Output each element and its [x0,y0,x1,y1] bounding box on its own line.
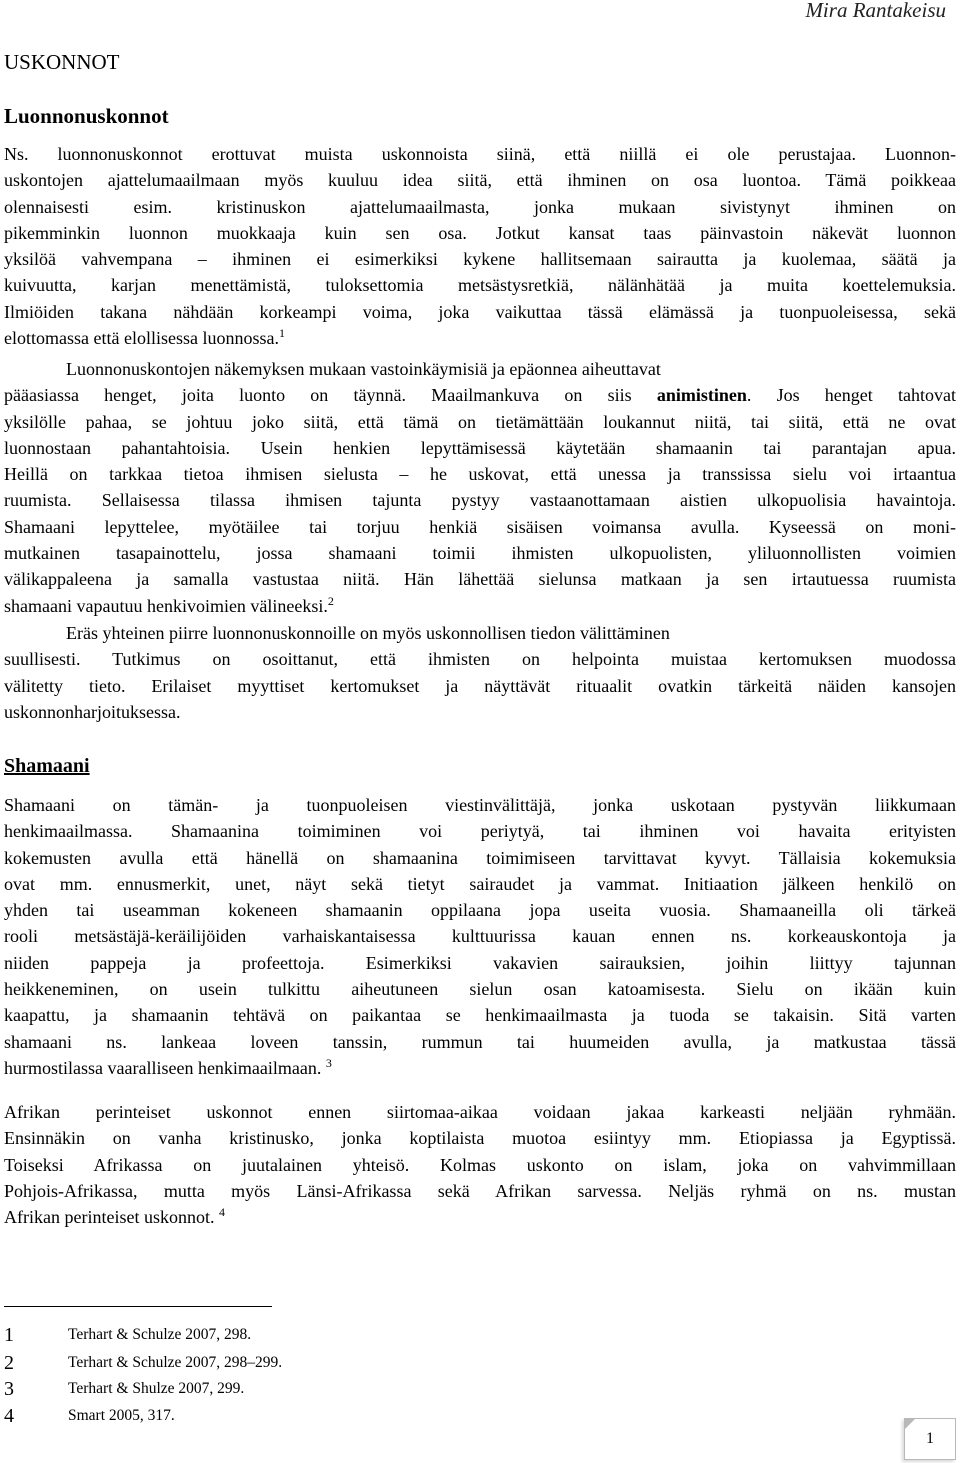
text-line: Shamaani on tämän- ja tuonpuoleisen viestinvälittäjä, jonka uskotaan pystyvän liikkumaan [4,795,956,815]
footnote-number: 1 [4,1324,14,1346]
term-animistic: animistinen [656,385,747,406]
text-line [4,382,956,408]
text-line: shamaani ns. lankeaa loveen tanssin, rummun tai huumeiden avulla, ja matkustaa tässä [4,1031,956,1052]
footnote-separator [4,1306,272,1307]
text-segment: . Jos henget tahtovat [746,385,956,406]
text-line: Eräs yhteinen piirre luonnonuskonnoille on myös uskonnollisen tiedon välittäminen [66,623,670,643]
paragraph-african-religions [4,1099,956,1230]
text-line: ruumista. Sellaisessa tilassa ihmisen tajunta pystyy vastaanottamaan aistien ulkopuolisia havaintoja. [4,490,956,511]
text-line: olennaisesti esim. kristinuskon ajattelumaailmasta, jonka mukaan sivistynyt ihminen on [4,196,956,217]
text-line: Heillä on tarkkaa tietoa ihmisen sielusta – he uskovat, että unessa ja transsissa sielu voi irtaantua [4,464,956,485]
footnote-number: 2 [4,1352,14,1374]
footnote-number: 4 [4,1405,14,1427]
text-line: Ilmiöiden takana nähdään korkeampi voima, joka vaikuttaa tässä elämässä ja tuonpuoleisessa, sekä [4,301,956,322]
text-line: Pohjois-Afrikassa, mutta myös Länsi-Afrikassa sekä Afrikan sarvessa. Neljäs ryhmä on ns. mustan [4,1180,956,1201]
footnote-text: Smart 2005, 317. [68,1407,175,1424]
page-number-badge: 1 [904,1418,956,1460]
text-line: rooli metsästäjä-keräilijöiden varhaiskantaisessa kulttuurissa kauan ennen ns. korkeauskontoja ja [4,926,956,947]
header-author: Mira Rantakeisu [805,0,946,22]
text-line: yhden tai useamman kokeneen shamaanin oppilaana jopa useita vuosia. Shamaaneilla oli tärkeä [4,900,956,921]
text-line: välitetty tieto. Erilaiset myyttiset kertomukset ja näyttävät rituaalit ovatkin tärkeitä näiden kansojen [4,675,956,696]
footnote-ref-3: 3 [325,1055,332,1070]
text-line: kuivuutta, karjan menettämistä, tuloksettomia metsästysretkiä, nälänhätää ja muita koettelemuksia. [4,275,956,296]
text-line: pikemminkin luonnon muokkaaja kuin sen osa. Jotkut kansat taas päinvastoin näkevät luonnon [4,222,956,243]
text-line [4,593,956,619]
text-segment: hurmostilassa vaaralliseen henkimaailmaan. [4,1057,326,1078]
text-line: ovat mm. ennusmerkit, unet, näyt sekä tietyt sairaudet ja vammat. Initiaation jälkeen henkilö on [4,873,956,894]
text-line: yksilölle pahaa, se johtuu joko siitä, että tämä on tietämättään loukannut niitä, tai siitä, että ne ovat [4,411,956,432]
footnote-text: Terhart & Schulze 2007, 298. [68,1326,252,1343]
footnote-ref-4: 4 [218,1205,225,1220]
footnote-ref-1: 1 [278,326,285,341]
footnote-ref-2: 2 [327,593,334,608]
text-line [4,325,956,351]
text-line: kokemusten avulla että hänellä on shamaanina toimimiseen tarvittavat kyvyt. Tällaisia kokemuksia [4,847,956,868]
text-line: uskonnonharjoituksessa. [4,701,181,722]
section-heading-shaman: Shamaani [4,755,90,777]
text-line: henkimaailmassa. Shamaanina toimiminen voi periytyä, tai ihminen voi havaita erityisten [4,821,956,842]
text-line: Ensinnäkin on vanha kristinusko, jonka koptilaista muotoa esiintyy mm. Etiopiassa ja Egyptissä. [4,1128,956,1149]
text-line: Toiseksi Afrikassa on juutalainen yhteisö. Kolmas uskonto on islam, joka on vahvimmillaan [4,1154,956,1175]
text-segment: Afrikan perinteiset uskonnot. [4,1207,219,1228]
text-line: mutkainen tasapainottelu, jossa shamaani toimii ihmisten ulkopuolisten, yliluonnollisten voimien [4,543,956,564]
text-line: suullisesti. Tutkimus on osoittanut, että ihmisten on helpointa muistaa kertomuksen muodossa [4,649,956,670]
text-line [4,1055,956,1081]
text-line: luonnostaan pahantahtoisia. Usein henkien lepyttämisessä käytetään shamaanin tai parantajan apua. [4,437,956,458]
paragraph-animism [4,356,956,619]
text-line: välikappaleena ja samalla vastustaa niitä. Hän lähettää sielunsa matkaan ja sen irtautuessa ruumista [4,569,956,590]
footnote-text: Terhart & Shulze 2007, 299. [68,1380,245,1397]
text-line: Luonnonuskontojen näkemyksen mukaan vastoinkäymisiä ja epäonnea aiheuttavat [66,359,661,379]
paragraph-shaman [4,792,956,1081]
text-segment: elottomassa että elollisessa luonnossa. [4,328,279,349]
text-line: Shamaani lepyttelee, myötäilee tai torjuu henkiä sisäisen voimansa avulla. Kyseessä on moni- [4,516,956,537]
text-line: yksilöä vahvempana – ihminen ei esimerkiksi kykene hallitsemaan sairautta ja kuolemaa, säätä ja [4,249,956,270]
section-heading-natural-religions: Luonnonuskonnot [4,104,169,128]
text-line: uskontojen ajattelumaailmaan myös kuuluu idea siitä, että ihminen on osa luontoa. Tämä poikkeaa [4,170,956,191]
text-segment: shamaani vapautuu henkivoimien välineeksi. [4,595,328,616]
text-segment: pääasiassa henget, joita luonto on täynnä. Maailmankuva on siis [4,385,657,406]
text-line: niiden pappeja ja profeettoja. Esimerkiksi vakavien sairauksien, joihin liittyy tajunnan [4,952,956,973]
footnote-number: 3 [4,1378,14,1400]
text-line [4,1204,956,1230]
text-line: kaapattu, ja shamaanin tehtävä on paikantaa se henkimaailmasta ja tuoda se takaisin. Sitä varten [4,1005,956,1026]
paragraph-natural-religions [4,141,956,351]
footnote-text: Terhart & Schulze 2007, 298–299. [68,1354,283,1371]
text-line: Afrikan perinteiset uskonnot ennen siirtomaa-aikaa voidaan jakaa karkeasti neljään ryhmään. [4,1102,956,1122]
text-line: heikkeneminen, on usein tulkittu aiheutuneen sielun osan katoamisesta. Sielu on ikään kuin [4,979,956,1000]
page-title: USKONNOT [4,50,120,74]
paragraph-oral-tradition [4,620,956,725]
text-line: Ns. luonnonuskonnot erottuvat muista uskonnoista siinä, että niillä ei ole perustajaa. Luonnon- [4,144,956,164]
